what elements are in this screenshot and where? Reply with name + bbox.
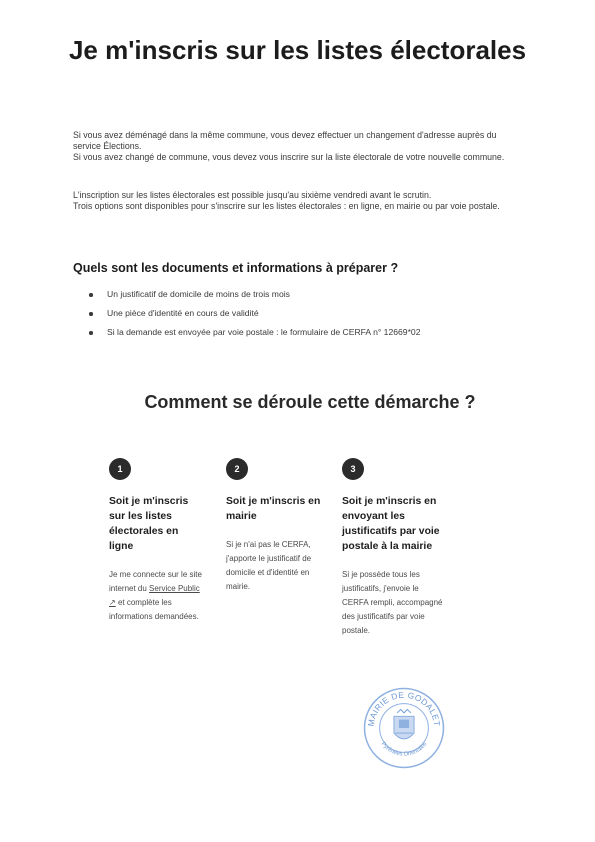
step-number-badge: 3: [342, 458, 364, 480]
intro-paragraph-1: [73, 130, 513, 164]
step-title: Soit je m'inscris en mairie: [226, 496, 321, 522]
documents-list: [85, 289, 420, 346]
step-description: Si je possède tous les justificatifs, j'envoie le CERFA rempli, accompagné des justificatifs par voie postale.: [342, 570, 443, 635]
list-item-text: Si la demande est envoyée par voie postale : le formulaire de CERFA n° 12669*02: [107, 327, 421, 337]
list-item: [85, 289, 420, 300]
process-heading: Comment se déroule cette démarche ?: [144, 392, 476, 412]
intro-line-commune-change: Si vous avez changé de commune, vous devez vous inscrire sur la liste électorale de votre nouvelle commune.: [73, 152, 505, 163]
step-title: Soit je m'inscris en envoyant les justificatifs par voie postale à la mairie: [342, 496, 440, 552]
documents-heading: Quels sont les documents et informations à préparer ?: [73, 261, 399, 275]
mairie-stamp: [362, 686, 446, 770]
intro-paragraph-2: [73, 190, 513, 212]
step-description: Si je n'ai pas le CERFA, j'apporte le justificatif de domicile et d'identité en mairie.: [226, 540, 312, 591]
intro-line-deadline: L'inscription sur les listes électorales est possible jusqu'au sixième vendredi avant le scrutin.: [73, 190, 432, 200]
step-description-text: et complète les informations demandées.: [109, 598, 199, 621]
service-public-link[interactable]: Service Public ↗: [109, 584, 200, 607]
list-item: [85, 308, 420, 319]
step-number-badge: 1: [109, 458, 131, 480]
step-number-badge: 2: [226, 458, 248, 480]
stamp-text-top: MAIRIE DE GODALET: [365, 689, 443, 728]
page-title: Je m'inscris sur les listes électorales: [68, 35, 527, 65]
step-mairie: [226, 458, 321, 594]
list-item-text: Un justificatif de domicile de moins de trois mois: [107, 289, 290, 299]
step-online: [109, 458, 204, 624]
list-item: [85, 327, 420, 338]
step-description: [109, 568, 204, 624]
step-postal: [342, 458, 462, 638]
bullet-icon: [89, 312, 93, 316]
intro-line-address-change: Si vous avez déménagé dans la même commune, vous devez effectuer un changement d'adresse auprès du service Élections.: [73, 130, 497, 152]
step-description-text: Je me connecte sur le site internet du: [109, 570, 202, 593]
stamp-text-bottom: Pyrénées Orientales: [379, 741, 429, 758]
bullet-icon: [89, 331, 93, 335]
svg-text:Pyrénées Orientales: [380, 741, 429, 758]
intro-line-options: Trois options sont disponibles pour s'inscrire sur les listes électorales : en ligne, en mairie ou par voie postale.: [73, 201, 500, 212]
bullet-icon: [89, 293, 93, 297]
list-item-text: Une pièce d'identité en cours de validité: [107, 308, 259, 318]
step-title: Soit je m'inscris sur les listes électorales en ligne: [109, 496, 189, 552]
